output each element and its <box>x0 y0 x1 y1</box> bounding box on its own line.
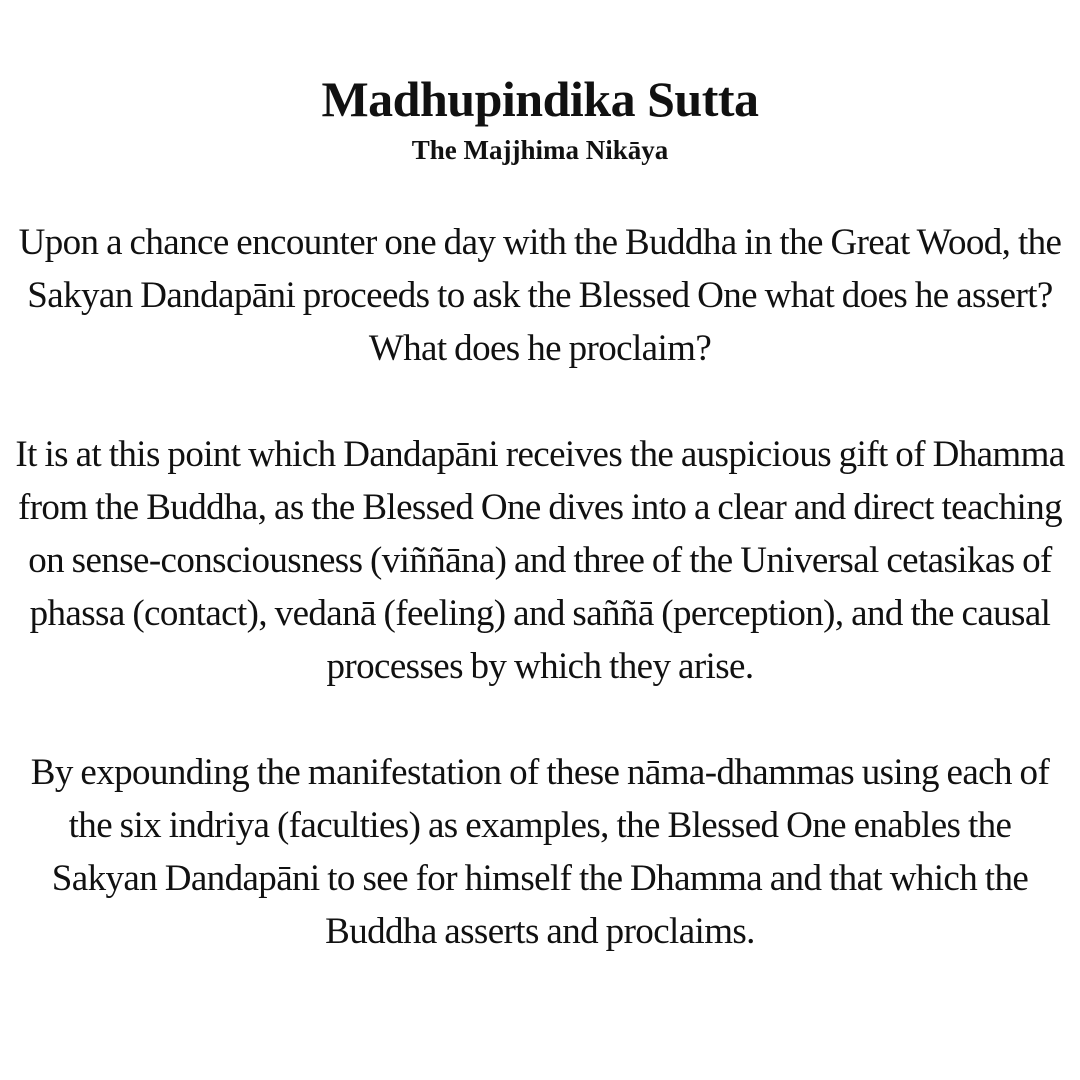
conclusion-paragraph: By expounding the manifestation of these nāma-dhammas using each of the six indriya (faculties) as examples, the Blessed One enables the Sakyan Dandapāni to see for himself the Dhamma and that which the Buddha asserts and proclaims. <box>30 752 1050 952</box>
teaching-paragraph: It is at this point which Dandapāni receives the auspicious gift of Dhamma from the Buddha, as the Blessed One dives into a clear and direct teaching on sense-consciousness (viññāna) and three of the Universal cetasikas of phassa (contact), vedanā (feeling) and saññā (perception), and the causal processes by which they arise. <box>15 434 1065 687</box>
intro-paragraph: Upon a chance encounter one day with the Buddha in the Great Wood, the Sakyan Dandapāni proceeds to ask the Blessed One what does he assert? What does he proclaim? <box>18 222 1062 369</box>
page-subtitle: The Majjhima Nikāya <box>411 135 669 165</box>
page-title: Madhupindika Sutta <box>321 71 759 127</box>
